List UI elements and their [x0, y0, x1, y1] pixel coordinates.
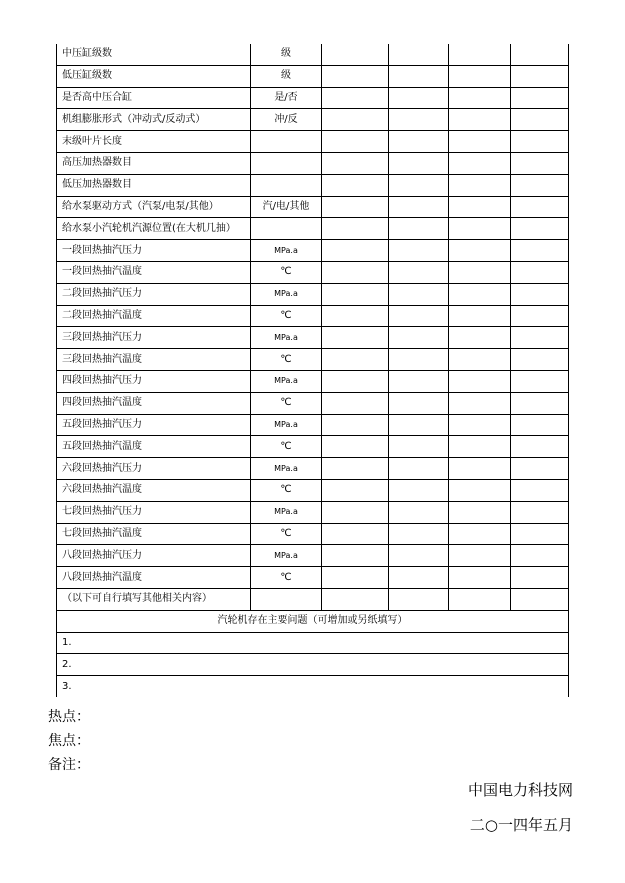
parameter-unit: 冲/反: [251, 109, 322, 131]
table-body: [57, 44, 569, 697]
value-cell[interactable]: [322, 436, 389, 458]
parameter-label: 六段回热抽汽温度: [57, 479, 251, 501]
table-row: [57, 479, 569, 501]
value-cell[interactable]: [322, 458, 389, 480]
parameter-label: 六段回热抽汽压力: [57, 458, 251, 480]
table-row: [57, 261, 569, 283]
parameter-label: 五段回热抽汽压力: [57, 414, 251, 436]
issue-row: [57, 676, 569, 697]
value-cell[interactable]: [511, 65, 569, 87]
parameter-unit: [251, 152, 322, 174]
table-row: [57, 87, 569, 109]
value-cell[interactable]: [449, 44, 511, 65]
table-row: [57, 65, 569, 87]
value-cell[interactable]: [389, 545, 449, 567]
parameter-unit: MPa.a: [251, 240, 322, 262]
parameter-unit: ℃: [251, 349, 322, 371]
parameter-unit: MPa.a: [251, 545, 322, 567]
value-cell[interactable]: [389, 65, 449, 87]
value-cell[interactable]: [511, 567, 569, 589]
parameter-unit: [251, 218, 322, 240]
parameter-label: 三段回热抽汽压力: [57, 327, 251, 349]
value-cell[interactable]: [449, 196, 511, 218]
parameter-unit: ℃: [251, 523, 322, 545]
value-cell[interactable]: [389, 131, 449, 153]
value-cell[interactable]: [322, 87, 389, 109]
value-cell[interactable]: [322, 567, 389, 589]
parameter-unit: 汽/电/其他: [251, 196, 322, 218]
parameter-label: 一段回热抽汽温度: [57, 261, 251, 283]
table-row: [57, 414, 569, 436]
value-cell[interactable]: [449, 588, 511, 610]
value-cell[interactable]: [449, 327, 511, 349]
table-row: [57, 174, 569, 196]
value-cell[interactable]: [511, 174, 569, 196]
parameter-label: 三段回热抽汽温度: [57, 349, 251, 371]
value-cell[interactable]: [389, 283, 449, 305]
value-cell[interactable]: [511, 261, 569, 283]
value-cell[interactable]: [511, 370, 569, 392]
value-cell[interactable]: [511, 588, 569, 610]
value-cell[interactable]: [511, 305, 569, 327]
value-cell[interactable]: [389, 261, 449, 283]
value-cell[interactable]: [322, 65, 389, 87]
value-cell[interactable]: [322, 174, 389, 196]
value-cell[interactable]: [449, 436, 511, 458]
parameter-unit: ℃: [251, 261, 322, 283]
value-cell[interactable]: [389, 370, 449, 392]
value-cell[interactable]: [511, 44, 569, 65]
value-cell[interactable]: [389, 501, 449, 523]
value-cell[interactable]: [389, 196, 449, 218]
issue-item[interactable]: 3.: [57, 676, 569, 697]
table-row: [57, 370, 569, 392]
value-cell[interactable]: [449, 392, 511, 414]
value-cell[interactable]: [322, 327, 389, 349]
table-row: [57, 610, 569, 632]
value-cell[interactable]: [322, 523, 389, 545]
value-cell[interactable]: [322, 392, 389, 414]
parameter-label: 五段回热抽汽温度: [57, 436, 251, 458]
parameter-unit: [251, 131, 322, 153]
value-cell[interactable]: [449, 174, 511, 196]
value-cell[interactable]: [322, 588, 389, 610]
parameter-label: 高压加热器数目: [57, 152, 251, 174]
parameter-unit: MPa.a: [251, 370, 322, 392]
value-cell[interactable]: [322, 152, 389, 174]
value-cell[interactable]: [449, 567, 511, 589]
value-cell[interactable]: [449, 305, 511, 327]
value-cell[interactable]: [322, 370, 389, 392]
publication-date: 二○一四年五月: [469, 816, 573, 834]
parameter-unit: MPa.a: [251, 283, 322, 305]
value-cell[interactable]: [449, 479, 511, 501]
table-row: [57, 349, 569, 371]
parameter-label: 二段回热抽汽压力: [57, 283, 251, 305]
value-cell[interactable]: [389, 458, 449, 480]
table-row: [57, 327, 569, 349]
value-cell[interactable]: [511, 327, 569, 349]
parameter-label: 一段回热抽汽压力: [57, 240, 251, 262]
parameter-label: 八段回热抽汽温度: [57, 567, 251, 589]
value-cell[interactable]: [511, 240, 569, 262]
value-cell[interactable]: [322, 240, 389, 262]
value-cell[interactable]: [322, 261, 389, 283]
table-row: [57, 240, 569, 262]
value-cell[interactable]: [511, 218, 569, 240]
value-cell[interactable]: [322, 131, 389, 153]
value-cell[interactable]: [511, 545, 569, 567]
value-cell[interactable]: [322, 414, 389, 436]
value-cell[interactable]: [449, 131, 511, 153]
parameter-unit: MPa.a: [251, 501, 322, 523]
value-cell[interactable]: [389, 567, 449, 589]
parameter-unit: [251, 174, 322, 196]
table-row: [57, 109, 569, 131]
value-cell[interactable]: [511, 109, 569, 131]
value-cell[interactable]: [511, 458, 569, 480]
parameter-unit: ℃: [251, 567, 322, 589]
value-cell[interactable]: [389, 414, 449, 436]
value-cell[interactable]: [322, 218, 389, 240]
value-cell[interactable]: [389, 44, 449, 65]
value-cell[interactable]: [449, 545, 511, 567]
value-cell[interactable]: [389, 523, 449, 545]
value-cell[interactable]: [449, 523, 511, 545]
issue-row: [57, 654, 569, 676]
table-row: [57, 436, 569, 458]
self-fill-note: （以下可自行填写其他相关内容）: [57, 588, 251, 610]
value-cell[interactable]: [449, 414, 511, 436]
value-cell[interactable]: [511, 349, 569, 371]
parameter-label: 低压加热器数目: [57, 174, 251, 196]
table-row: [57, 131, 569, 153]
value-cell[interactable]: [389, 240, 449, 262]
parameter-label: 四段回热抽汽温度: [57, 392, 251, 414]
issue-row: [57, 632, 569, 654]
table-row: [57, 523, 569, 545]
value-cell[interactable]: [511, 392, 569, 414]
table-row: [57, 501, 569, 523]
value-cell[interactable]: [389, 174, 449, 196]
issue-item[interactable]: 1.: [57, 632, 569, 654]
value-cell[interactable]: [389, 87, 449, 109]
parameter-label: 给水泵小汽轮机汽源位置(在大机几抽）: [57, 218, 251, 240]
value-cell[interactable]: [322, 109, 389, 131]
hotspot-label: 热点：: [48, 709, 90, 725]
value-cell[interactable]: [449, 349, 511, 371]
value-cell[interactable]: [322, 283, 389, 305]
value-cell[interactable]: [322, 545, 389, 567]
table-row: [57, 44, 569, 65]
value-cell[interactable]: [511, 283, 569, 305]
parameter-unit: ℃: [251, 479, 322, 501]
parameter-unit: MPa.a: [251, 327, 322, 349]
parameter-unit: MPa.a: [251, 458, 322, 480]
parameter-label: 机组膨胀形式（冲动式/反动式）: [57, 109, 251, 131]
value-cell[interactable]: [322, 479, 389, 501]
value-cell[interactable]: [511, 131, 569, 153]
value-cell[interactable]: [511, 501, 569, 523]
parameter-unit: 是/否: [251, 87, 322, 109]
parameter-unit: 级: [251, 65, 322, 87]
value-cell[interactable]: [449, 65, 511, 87]
value-cell[interactable]: [449, 152, 511, 174]
value-cell[interactable]: [511, 436, 569, 458]
table-row: [57, 392, 569, 414]
value-cell[interactable]: [449, 283, 511, 305]
value-cell[interactable]: [511, 152, 569, 174]
value-cell[interactable]: [389, 479, 449, 501]
value-cell[interactable]: [449, 109, 511, 131]
value-cell[interactable]: [389, 392, 449, 414]
value-cell[interactable]: [389, 152, 449, 174]
value-cell[interactable]: [449, 87, 511, 109]
value-cell[interactable]: [511, 523, 569, 545]
value-cell[interactable]: [322, 349, 389, 371]
data-table-container: [56, 44, 568, 697]
table-row: [57, 283, 569, 305]
value-cell[interactable]: [449, 370, 511, 392]
value-cell[interactable]: [389, 109, 449, 131]
issue-item[interactable]: 2.: [57, 654, 569, 676]
value-cell[interactable]: [322, 305, 389, 327]
organization-name: 中国电力科技网: [467, 781, 573, 799]
value-cell[interactable]: [251, 588, 322, 610]
parameter-label: 末级叶片长度: [57, 131, 251, 153]
remark-label: 备注：: [48, 757, 90, 773]
issues-header: 汽轮机存在主要问题（可增加或另纸填写）: [57, 610, 569, 632]
parameter-label: 四段回热抽汽压力: [57, 370, 251, 392]
table-row: [57, 567, 569, 589]
turbine-data-table: [56, 44, 569, 697]
value-cell[interactable]: [389, 588, 449, 610]
table-row: [57, 218, 569, 240]
value-cell[interactable]: [449, 261, 511, 283]
parameter-label: 二段回热抽汽温度: [57, 305, 251, 327]
table-row: [57, 545, 569, 567]
parameter-label: 七段回热抽汽温度: [57, 523, 251, 545]
value-cell[interactable]: [449, 218, 511, 240]
value-cell[interactable]: [511, 196, 569, 218]
parameter-unit: ℃: [251, 305, 322, 327]
value-cell[interactable]: [389, 327, 449, 349]
table-row: [57, 152, 569, 174]
value-cell[interactable]: [322, 44, 389, 65]
value-cell[interactable]: [389, 305, 449, 327]
parameter-unit: ℃: [251, 436, 322, 458]
value-cell[interactable]: [322, 196, 389, 218]
focus-label: 焦点：: [48, 733, 90, 749]
parameter-unit: MPa.a: [251, 414, 322, 436]
parameter-unit: 级: [251, 44, 322, 65]
value-cell[interactable]: [511, 479, 569, 501]
value-cell[interactable]: [449, 458, 511, 480]
parameter-label: 给水泵驱动方式（汽泵/电泵/其他）: [57, 196, 251, 218]
parameter-label: 是否高中压合缸: [57, 87, 251, 109]
value-cell[interactable]: [449, 240, 511, 262]
parameter-label: 七段回热抽汽压力: [57, 501, 251, 523]
table-row: [57, 588, 569, 610]
value-cell[interactable]: [389, 218, 449, 240]
parameter-label: 中压缸级数: [57, 44, 251, 65]
value-cell[interactable]: [389, 436, 449, 458]
parameter-unit: ℃: [251, 392, 322, 414]
value-cell[interactable]: [511, 414, 569, 436]
value-cell[interactable]: [511, 87, 569, 109]
value-cell[interactable]: [389, 349, 449, 371]
value-cell[interactable]: [322, 501, 389, 523]
table-row: [57, 305, 569, 327]
table-row: [57, 458, 569, 480]
value-cell[interactable]: [449, 501, 511, 523]
parameter-label: 低压缸级数: [57, 65, 251, 87]
table-row: [57, 196, 569, 218]
parameter-label: 八段回热抽汽压力: [57, 545, 251, 567]
